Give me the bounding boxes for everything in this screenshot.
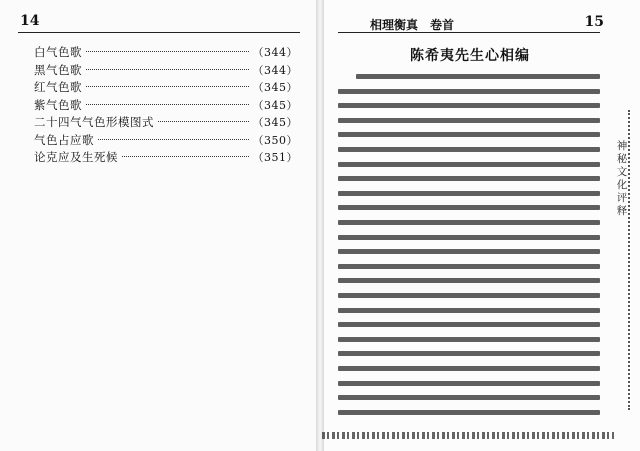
toc-entry-title: 红气色歌 [34, 80, 82, 94]
toc-leader-dots [122, 156, 249, 157]
toc-row [34, 114, 298, 132]
toc-leader-dots [98, 139, 249, 140]
text-line [338, 162, 600, 167]
toc-entry-page: （350） [252, 133, 298, 147]
toc-row [34, 132, 298, 150]
text-line [338, 278, 600, 283]
left-page-number: 14 [20, 13, 40, 29]
text-line [338, 132, 600, 137]
toc-entry-page: （351） [252, 151, 298, 164]
text-line [356, 74, 600, 79]
text-line [338, 395, 600, 400]
text-line [338, 366, 600, 371]
toc-entry-page: （345） [252, 81, 298, 94]
text-line [338, 89, 600, 94]
book-gutter [316, 0, 324, 451]
toc-leader-dots [86, 69, 249, 70]
toc-leader-dots [86, 86, 249, 87]
toc-entry-title: 论克应及生死候 [34, 150, 118, 164]
left-header-rule [18, 32, 300, 33]
text-line [338, 118, 600, 123]
right-header-rule [338, 32, 600, 33]
decorative-footer-border [322, 432, 614, 439]
toc-entry-title: 黑气色歌 [34, 62, 82, 77]
right-page-number: 15 [584, 14, 604, 30]
toc-leader-dots [158, 121, 249, 122]
toc-entry-title: 气色占应歌 [34, 132, 94, 147]
text-line [338, 220, 600, 225]
toc-row [34, 79, 298, 97]
toc-row [34, 97, 298, 115]
toc-entry-title: 紫气色歌 [34, 97, 82, 112]
toc-leader-dots [86, 51, 249, 52]
side-caption: 神秘文化评释 [616, 140, 628, 217]
text-line [338, 235, 600, 240]
toc-entry-title: 白气色歌 [34, 45, 82, 59]
text-line [338, 322, 600, 327]
text-line [338, 249, 600, 254]
text-line [338, 410, 600, 415]
text-line [338, 103, 600, 108]
text-line [338, 205, 600, 210]
toc-entry-page: （344） [252, 63, 298, 77]
text-line [338, 191, 600, 196]
text-line [338, 147, 600, 152]
toc-entry-page: （345） [252, 98, 298, 112]
text-line [338, 308, 600, 313]
toc-entry-page: （345） [252, 116, 298, 129]
text-line [338, 337, 600, 342]
toc-entry-page: （344） [252, 46, 298, 59]
text-line [338, 381, 600, 386]
text-line [338, 264, 600, 269]
toc-row [34, 149, 298, 167]
toc-leader-dots [86, 104, 249, 105]
right-running-header [322, 13, 622, 33]
running-title: 相理衡真 卷首 [370, 18, 455, 32]
toc-entry-title: 二十四气气色形模图式 [34, 115, 154, 129]
toc-row [34, 62, 298, 80]
article-title: 陈希夷先生心相编 [410, 48, 530, 64]
text-line [338, 351, 600, 356]
toc-row [34, 44, 298, 62]
table-of-contents [34, 44, 298, 167]
text-line [338, 293, 600, 298]
article-body-text [338, 70, 600, 418]
text-line [338, 176, 600, 181]
